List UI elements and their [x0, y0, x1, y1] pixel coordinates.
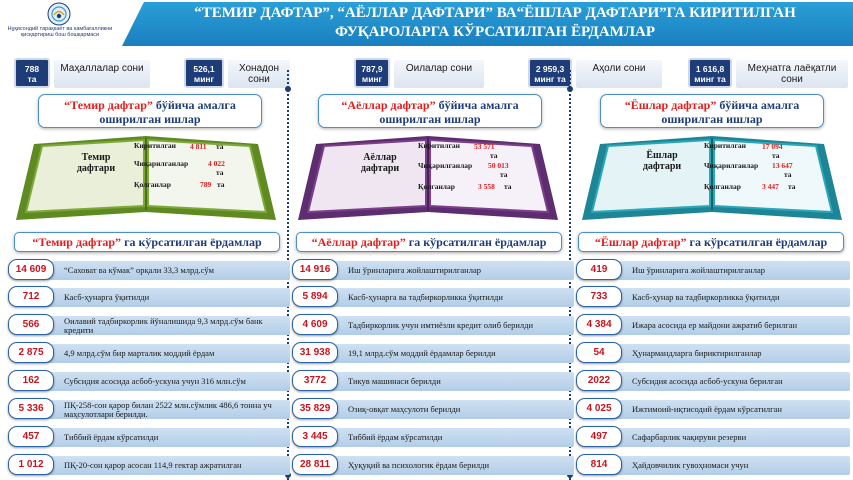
row-text: Тикув машинаси берилди: [348, 376, 441, 386]
row-text: Субсидия асосида асбоб-ускуна берилган: [632, 376, 783, 386]
book-label: Чиқарилганлар: [134, 159, 189, 168]
title-red: “Аёллар дафтар”: [341, 98, 436, 112]
column-title-yoshlar: [600, 94, 824, 128]
row-number: 14 609: [8, 259, 54, 280]
page-title-line2: ФУҚАРОЛАРГА КЎРСАТИЛГАН ЁРДАМЛАР: [334, 24, 655, 40]
row-text: Ҳайдовчилик гувоҳномаси учун: [632, 460, 749, 470]
section-rest: га кўрсатилган ёрдамлар: [405, 235, 547, 249]
logo-text: Нұқисондий тарақкаёт ва камбағалликни қисқартириш бош бошқармаси: [7, 26, 113, 38]
row-number: 3 445: [292, 426, 338, 447]
row-text: ПҚ-20-сон қарор асосан 114,9 гектар ажратилган: [64, 460, 242, 470]
book-unit: та: [788, 182, 796, 191]
book-unit: та: [490, 151, 498, 160]
stat-value: 526,1: [193, 64, 215, 74]
book-unit: та: [772, 151, 780, 160]
row-number: 733: [576, 286, 622, 307]
row-number: 2 875: [8, 342, 54, 363]
row-number: 4 025: [576, 398, 622, 419]
title-rest: бўйича амалга: [716, 98, 800, 112]
row-text: Тиббий ёрдам кўрсатилди: [64, 432, 159, 442]
emblem-icon: [47, 2, 71, 26]
row-number: 497: [576, 426, 622, 447]
row-number: 1 012: [8, 454, 54, 475]
section-rest: га кўрсатилган ёрдамлар: [121, 235, 262, 249]
row-number: 35 829: [292, 398, 338, 419]
book-unit: та: [500, 170, 508, 179]
title-rest: бўйича амалга: [435, 98, 519, 112]
book-value: 3 558: [478, 182, 495, 191]
book-value: 4 811: [190, 142, 207, 151]
stat-label: Меҳнатга лаёқатли сони: [736, 60, 848, 88]
stat-unit: та: [27, 74, 37, 84]
book-temir: [12, 130, 280, 225]
row-text: Иш ўринларига жойлаштирилганлар: [348, 265, 481, 275]
column-title-temir: [38, 94, 262, 128]
book-value: 3 447: [762, 182, 779, 191]
stat-label: Маҳаллалар сони: [54, 60, 150, 88]
stat-value: 787,9: [361, 64, 383, 74]
book-value: 50 013: [488, 161, 509, 170]
stat-value-box: [14, 58, 50, 88]
book-label: Қолганлар: [134, 180, 171, 189]
row-number: 419: [576, 259, 622, 280]
section-header-ayollar: [296, 232, 562, 252]
row-text: Тиббий ёрдам кўрсатилди: [348, 432, 443, 442]
row-number: 14 916: [292, 259, 338, 280]
stat-value: 788: [24, 64, 40, 74]
page-title-line1: “ТЕМИР ДАФТАР”, “АЁЛЛАР ДАФТАРИ” ВА“ЁШЛАР ДАФТАРИ”ГА КИРИТИЛГАН: [194, 5, 796, 21]
row-number: 4 384: [576, 314, 622, 335]
row-number: 162: [8, 370, 54, 391]
book-value: 789: [200, 180, 212, 189]
stat-label: Оилалар сони: [394, 60, 484, 88]
row-number: 566: [8, 314, 54, 335]
section-red: “Ёшлар дафтар”: [594, 235, 687, 249]
row-number: 712: [8, 286, 54, 307]
row-text: Касб-ҳунар ва тадбиркорликка ўқитилди: [632, 292, 780, 302]
row-text: Ижтимоий-иқтисодий ёрдам кўрсатилган: [632, 404, 782, 414]
book-value: 4 022: [208, 159, 225, 168]
row-number: 457: [8, 426, 54, 447]
stat-unit: минг: [361, 74, 383, 84]
row-text: Озиқ-овқат маҳсулоти берилди: [348, 404, 461, 414]
book-unit: та: [784, 170, 792, 179]
logo: [0, 0, 120, 50]
book-label: Қолганлар: [704, 182, 741, 191]
section-red: “Аёллар дафтар”: [311, 235, 406, 249]
row-text: Субсидия асосида асбоб-ускуна учун 316 млн.сўм: [64, 376, 246, 386]
stat-value: 2 959,3: [535, 64, 565, 74]
row-text: 19,1 млрд.сўм моддий ёрдамлар берилди: [348, 348, 496, 358]
stat-label: Аҳоли сони: [576, 60, 662, 88]
row-text: Ижара асосида ер майдони ажратиб берилган: [632, 320, 798, 330]
row-number: 28 811: [292, 454, 338, 475]
header: [0, 0, 853, 50]
book-title: Темир дафтари: [76, 152, 116, 174]
column-title-ayollar: [318, 94, 542, 128]
row-text: Касб-ҳунарга ўқитилди: [64, 292, 150, 302]
section-red: “Темир дафтар”: [32, 235, 122, 249]
row-number: 814: [576, 454, 622, 475]
section-rest: га кўрсатилган ёрдамлар: [686, 235, 828, 249]
row-text: 4,9 млрд.сўм бир марталик моддий ёрдам: [64, 348, 215, 358]
row-text: “Саховат ва кўмак” орқали 33,3 млрд.сўм: [64, 265, 214, 275]
stat-unit: минг та: [534, 74, 566, 84]
book-yoshlar: [578, 130, 846, 225]
row-number: 5 894: [292, 286, 338, 307]
book-value: 53 571: [474, 142, 495, 151]
book-ayollar: [294, 130, 562, 225]
book-label: Киритилган: [704, 141, 746, 150]
book-unit: та: [217, 180, 225, 189]
book-label: Киритилган: [418, 141, 460, 150]
book-label: Қолганлар: [418, 182, 455, 191]
page-title: [150, 4, 840, 42]
title-line2: оширилган ишлар: [379, 112, 481, 126]
title-line2: оширилган ишлар: [661, 112, 763, 126]
stat-value-box: [354, 58, 390, 88]
row-number: 54: [576, 342, 622, 363]
stat-value-box: [528, 58, 572, 88]
stat-unit: минг: [193, 74, 215, 84]
stat-value: 1 616,8: [695, 64, 725, 74]
row-text: Ҳунармандларга бириктирилганлар: [632, 348, 762, 358]
stat-value-box: [688, 58, 732, 88]
row-number: 3772: [292, 370, 338, 391]
row-text: ПҚ-258-сон қарор билан 2522 млн.сўмлик 486,6 тонна уч маҳсулотлари берилди.: [64, 400, 272, 419]
book-unit: та: [504, 182, 512, 191]
book-title: Ёшлар дафтари: [642, 150, 682, 172]
row-number: 31 938: [292, 342, 338, 363]
title-red: “Темир дафтар”: [64, 98, 153, 112]
book-label: Киритилган: [134, 141, 176, 150]
row-text: Касб-ҳунарга ва тадбиркорликка ўқитилди: [348, 292, 503, 302]
section-header-yoshlar: [578, 232, 844, 252]
book-title: Аёллар дафтари: [360, 152, 400, 174]
row-number: 5 336: [8, 398, 54, 419]
row-text: Ҳуқуқий ва психологик ёрдам берилди: [348, 460, 490, 470]
stat-value-box: [184, 58, 224, 88]
row-text: Оилавий тадбиркорлик йўналишида 9,3 млрд.сўм банк кредити: [64, 316, 263, 335]
row-text: Сафарбарлик чақируви резерви: [632, 432, 747, 442]
title-red: “Ёшлар дафтар”: [624, 98, 717, 112]
divider-dot: [285, 86, 291, 92]
row-number: 2022: [576, 370, 622, 391]
stat-unit: минг та: [694, 74, 726, 84]
book-unit: та: [216, 168, 224, 177]
divider-dot: [567, 86, 573, 92]
row-text: Тадбиркорлик учун имтиёзли кредит олиб берилди: [348, 320, 534, 330]
title-line2: оширилган ишлар: [99, 112, 201, 126]
title-rest: бўйича амалга: [152, 98, 236, 112]
section-header-temir: [14, 232, 280, 252]
book-label: Чиқарилганлар: [704, 161, 759, 170]
stat-label: Хонадон сони: [228, 60, 290, 88]
row-number: 4 609: [292, 314, 338, 335]
book-unit: та: [216, 142, 224, 151]
book-label: Чиқарилганлар: [418, 161, 473, 170]
book-value: 13 647: [772, 161, 793, 170]
row-text: Иш ўринларига жойлаштирилганлар: [632, 265, 765, 275]
book-value: 17 094: [762, 142, 783, 151]
